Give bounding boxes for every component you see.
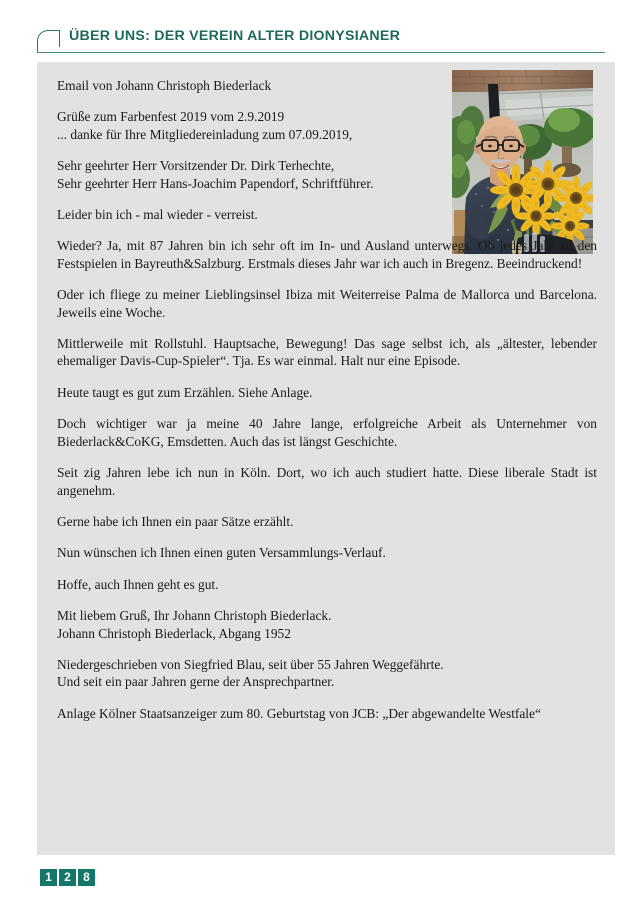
page-digit-box: 2 bbox=[59, 869, 76, 886]
content-panel bbox=[37, 62, 615, 855]
page-digit-box: 1 bbox=[40, 869, 57, 886]
paragraph: Oder ich fliege zu meiner Lieblingsinsel Ibiza mit Weiterreise Palma de Mallorca und Barcelona. Jeweils eine Woche. bbox=[57, 287, 597, 320]
paragraph: Email von Johann Christoph Biederlack bbox=[57, 78, 272, 93]
page-digit-box: 8 bbox=[78, 869, 95, 886]
page-number-indicator bbox=[40, 869, 95, 886]
paragraph: Heute taugt es gut zum Erzählen. Siehe Anlage. bbox=[57, 384, 313, 400]
paragraph: Wieder? Ja, mit 87 Jahren bin ich sehr oft im In- und Ausland unterwegs. Ob jedes Jahr zu den Festspielen in Bayreuth&Salzburg. Erstmals dieses Jahr war ich auch in Bregenz. Beeindruckend! bbox=[57, 238, 597, 271]
paragraph: Nun wünschen ich Ihnen einen guten Versammlungs-Verlauf. bbox=[57, 545, 386, 561]
paragraph: Doch wichtiger war ja meine 40 Jahre lange, erfolgreiche Arbeit als Unternehmer von Biederlack&CoKG, Emsdetten. Auch das ist längst Geschichte. bbox=[57, 416, 597, 449]
paragraph: Mittlerweile mit Rollstuhl. Hauptsache, Bewegung! Das sage selbst ich, als „ältester, lebender ehemaliger Davis-Cup-Spieler“. Tja. Es war einmal. Halt nur eine Episode. bbox=[57, 336, 597, 369]
paragraph: Leider bin ich - mal wieder - verreist. bbox=[57, 207, 258, 223]
paragraph: Hoffe, auch Ihnen geht es gut. bbox=[57, 576, 219, 592]
bracket-tick-icon bbox=[59, 30, 60, 47]
paragraph: Anlage Kölner Staatsanzeiger zum 80. Geburtstag von JCB: „Der abgewandelte Westfale“ bbox=[57, 705, 541, 721]
letter-body bbox=[57, 77, 597, 722]
paragraph: Sehr geehrter Herr Vorsitzender Dr. Dirk Terhechte, Sehr geehrter Herr Hans-Joachim Papendorf, Schriftführer. bbox=[57, 158, 374, 191]
paragraph: Niedergeschrieben von Siegfried Blau, seit über 55 Jahren Weggefährte. Und seit ein paar Jahren gerne der Ansprechpartner. bbox=[57, 656, 444, 690]
paragraph: Mit liebem Gruß, Ihr Johann Christoph Biederlack. Johann Christoph Biederlack, Abgang 1952 bbox=[57, 608, 332, 641]
paragraph: Seit zig Jahren lebe ich nun in Köln. Dort, wo ich auch studiert hatte. Diese liberale Stadt ist angenehm. bbox=[57, 465, 597, 498]
section-title: ÜBER UNS: DER VEREIN ALTER DIONYSIANER bbox=[69, 28, 401, 44]
section-header bbox=[37, 26, 605, 58]
paragraph: Grüße zum Farbenfest 2019 vom 2.9.2019 ... danke für Ihre Mitgliedereinladung zum 07.09.2019, bbox=[57, 109, 353, 142]
header-divider bbox=[37, 52, 605, 53]
paragraph: Gerne habe ich Ihnen ein paar Sätze erzählt. bbox=[57, 513, 294, 529]
bracket-decoration-icon bbox=[37, 30, 60, 52]
